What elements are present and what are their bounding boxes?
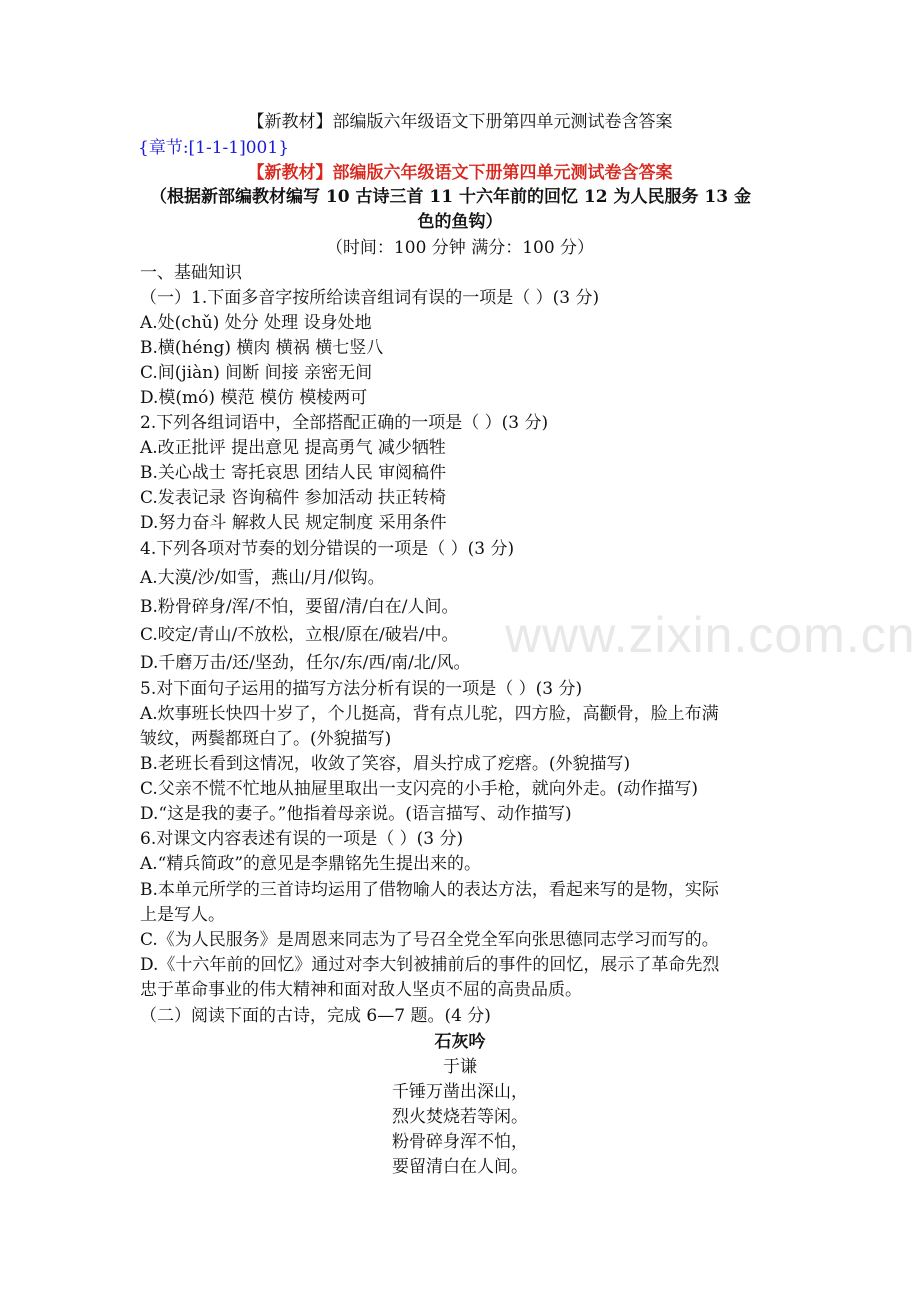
poem-line: 千锤万凿出深山，	[392, 1082, 528, 1102]
q1-stem: （一）1.下面多音字按所给读音组词有误的一项是（ ）(3 分)	[140, 288, 600, 308]
section-2-heading: （二）阅读下面的古诗，完成 6—7 题。(4 分)	[140, 1006, 491, 1026]
q1-option-b: B.横(héng) 横肉 横祸 横七竖八	[140, 338, 384, 358]
poem-author: 于谦	[443, 1057, 477, 1077]
q2-option-d: D.努力奋斗 解救人民 规定制度 采用条件	[140, 513, 447, 533]
q5-option-c: C.父亲不慌不忙地从抽屉里取出一支闪亮的小手枪，就向外走。(动作描写)	[140, 779, 699, 799]
q5-option-b: B.老班长看到这情况，收敛了笑容，眉头拧成了疙瘩。(外貌描写)	[140, 754, 631, 774]
q2-option-a: A.改正批评 提出意见 提高勇气 减少牺牲	[140, 438, 446, 458]
q2-stem: 2.下列各组词语中，全部搭配正确的一项是（ ）(3 分)	[140, 413, 549, 433]
q1-option-a: A.处(chǔ) 处分 处理 设身处地	[140, 313, 372, 333]
watermark: www.zixin.com.cn	[505, 607, 916, 663]
q4-stem: 4.下列各项对节奏的划分错误的一项是（ ）(3 分)	[140, 539, 515, 559]
q6-option-a: A.“精兵简政”的意见是李鼎铭先生提出来的。	[140, 854, 482, 874]
q4-option-a: A.大漠/沙/如雪，燕山/月/似钩。	[140, 568, 385, 588]
q4-option-c: C.咬定/青山/不放松，立根/原在/破岩/中。	[140, 625, 459, 645]
q5-option-a-line-2: 皱纹，两鬓都斑白了。(外貌描写)	[140, 729, 392, 749]
q2-option-c: C.发表记录 咨询稿件 参加活动 扶正转椅	[140, 488, 447, 508]
subtitle-line-2: 色的鱼钩）	[417, 212, 503, 232]
poem-line: 要留清白在人间。	[392, 1157, 528, 1177]
document-title: 【新教材】部编版六年级语文下册第四单元测试卷含答案	[247, 163, 673, 183]
section-1-heading: 一、基础知识	[140, 263, 242, 283]
q6-stem: 6.对课文内容表述有误的一项是（ ）(3 分)	[140, 829, 464, 849]
q4-option-d: D.千磨万击/还/坚劲，任尔/东/西/南/北/风。	[140, 653, 471, 673]
top-title: 【新教材】部编版六年级语文下册第四单元测试卷含答案	[247, 112, 673, 132]
poem-line: 烈火焚烧若等闲。	[392, 1107, 528, 1127]
time-info: （时间：100 分钟 满分：100 分）	[325, 238, 595, 258]
q5-stem: 5.对下面句子运用的描写方法分析有误的一项是（ ）(3 分)	[140, 679, 583, 699]
poem-title: 石灰吟	[434, 1032, 486, 1052]
q5-option-a-line-1: A.炊事班长快四十岁了，个儿挺高，背有点儿驼，四方脸，高颧骨，脸上布满	[140, 704, 719, 724]
q6-option-d-line-2: 忠于革命事业的伟大精神和面对敌人坚贞不屈的高贵品质。	[140, 980, 582, 1000]
q6-option-b-line-1: B.本单元所学的三首诗均运用了借物喻人的表达方法，看起来写的是物，实际	[140, 880, 719, 900]
subtitle-line-1: （根据新部编教材编写 10 古诗三首 11 十六年前的回忆 12 为人民服务 13 金	[150, 187, 751, 207]
q5-option-d: D.“这是我的妻子。”他指着母亲说。(语言描写、动作描写)	[140, 804, 572, 824]
chapter-tag: {章节:[1-1-1]001}	[138, 138, 290, 158]
q6-option-c: C.《为人民服务》是周恩来同志为了号召全党全军向张思德同志学习而写的。	[140, 930, 719, 950]
q2-option-b: B.关心战士 寄托哀思 团结人民 审阅稿件	[140, 463, 447, 483]
q6-option-d-line-1: D.《十六年前的回忆》通过对李大钊被捕前后的事件的回忆，展示了革命先烈	[140, 955, 720, 975]
poem-line: 粉骨碎身浑不怕，	[392, 1132, 528, 1152]
q1-option-c: C.间(jiàn) 间断 间接 亲密无间	[140, 363, 373, 383]
q6-option-b-line-2: 上是写人。	[140, 905, 225, 925]
q1-option-d: D.模(mó) 模范 模仿 模棱两可	[140, 388, 368, 408]
q4-option-b: B.粉骨碎身/浑/不怕，要留/清/白在/人间。	[140, 597, 459, 617]
